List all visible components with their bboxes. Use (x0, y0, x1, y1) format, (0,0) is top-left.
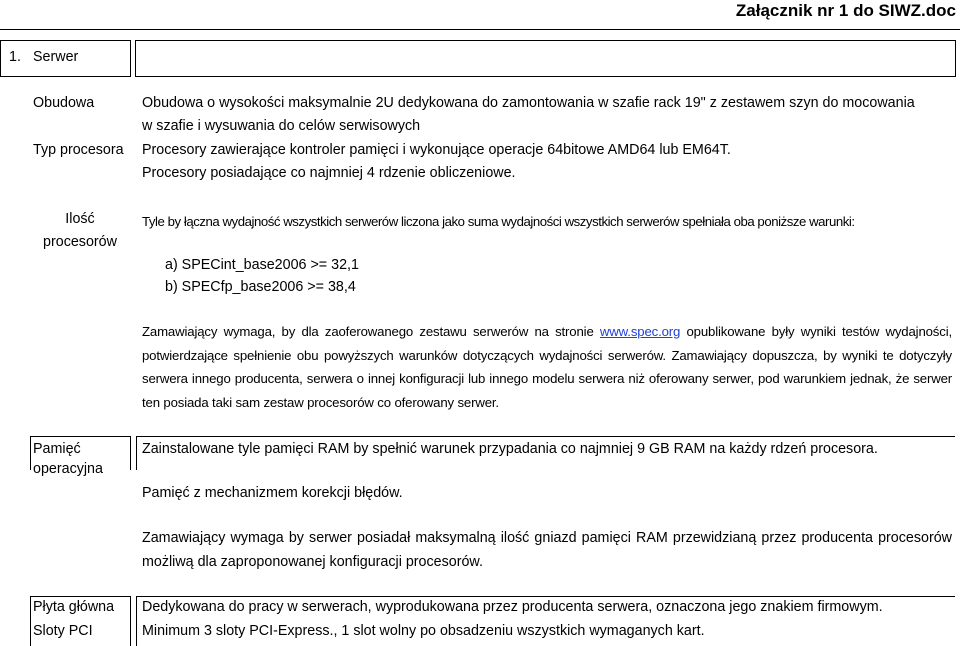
grid-line (130, 40, 131, 77)
grid-line (135, 40, 955, 41)
grid-line (0, 40, 130, 41)
section-number: 1. (9, 49, 21, 65)
condition-a: a) SPECint_base2006 >= 32,1 (165, 257, 359, 273)
grid-line (30, 596, 31, 646)
grid-line (136, 436, 137, 470)
label-operacyjna: operacyjna (33, 461, 103, 477)
label-obudowa: Obudowa (33, 95, 95, 111)
label-ilosc: Ilość (65, 211, 95, 227)
pamiec-line2: Pamięć z mechanizmem korekcji błędów. (142, 485, 403, 501)
grid-line (136, 596, 137, 646)
pamiec-line1: Zainstalowane tyle pamięci RAM by spełnić warunek przypadania co najmniej 9 GB RAM na każdy rdzeń procesora. (142, 441, 878, 457)
spec-requirement-paragraph: Zamawiający wymaga, by dla zaoferowanego zestawu serwerów na stronie www.spec.org opublikowane były wyniki testów wydajności, potwierdzające spełnienie obu powyższych warunków dotyczących wydajności serwerów. Zamawiający dopuszcza, by wyniki te dotyczyły serwera innego producenta, serwera o innej konfiguracji lub innego modelu serwera niż oferowany serwer, pod warunkiem jednak, że serwer ten posiada taki sam zestaw procesorów co oferowany serwer. (142, 324, 952, 410)
header-rule (0, 29, 960, 30)
label-procesorow: procesorów (43, 234, 117, 250)
obudowa-text-line2: w szafie i wysuwania do celów serwisowych (142, 118, 421, 134)
label-pamiec: Pamięć (33, 441, 81, 457)
grid-line (130, 596, 131, 646)
grid-line (0, 40, 1, 77)
plyta-text: Dedykowana do pracy w serwerach, wyprodukowana przez producenta serwera, oznaczona jego znakiem firmowym. (142, 599, 883, 615)
condition-b: b) SPECfp_base2006 >= 38,4 (165, 279, 356, 295)
typ-procesora-line1: Procesory zawierające kontroler pamięci i wykonujące operacje 64bitowe AMD64 lub EM64T. (142, 142, 731, 158)
label-sloty-pci: Sloty PCI (33, 623, 93, 639)
grid-line (135, 40, 136, 77)
grid-line (136, 436, 955, 437)
label-typ-procesora: Typ procesora (33, 142, 124, 158)
pamiec-paragraph: Zamawiający wymaga by serwer posiadał maksymalną ilość gniazd pamięci RAM przewidzianą przez producenta procesorów możliwą dla zaproponowanej konfiguracji procesorów. (142, 530, 952, 570)
grid-line (955, 40, 956, 77)
grid-line (30, 436, 31, 470)
grid-line (30, 436, 130, 437)
label-plyta-glowna: Płyta główna (33, 599, 115, 615)
grid-line (0, 76, 130, 77)
grid-line (130, 436, 131, 470)
ilosc-intro: Tyle by łączna wydajność wszystkich serwerów liczona jako suma wydajności wszystkich serwerów spełniała oba poniższe warunki: (142, 214, 855, 229)
document-header-title: Załącznik nr 1 do SIWZ.doc (735, 1, 956, 20)
sloty-text: Minimum 3 sloty PCI-Express., 1 slot wolny po obsadzeniu wszystkich wymaganych kart. (142, 623, 705, 639)
section-title: Serwer (33, 49, 79, 65)
grid-line (135, 76, 955, 77)
obudowa-text-line1: Obudowa o wysokości maksymalnie 2U dedykowana do zamontowania w szafie rack 19" z zestawem szyn do mocowania (142, 95, 915, 111)
spec-org-link[interactable]: www.spec.org (599, 324, 681, 339)
typ-procesora-line2: Procesory posiadające co najmniej 4 rdzenie obliczeniowe. (142, 165, 516, 181)
